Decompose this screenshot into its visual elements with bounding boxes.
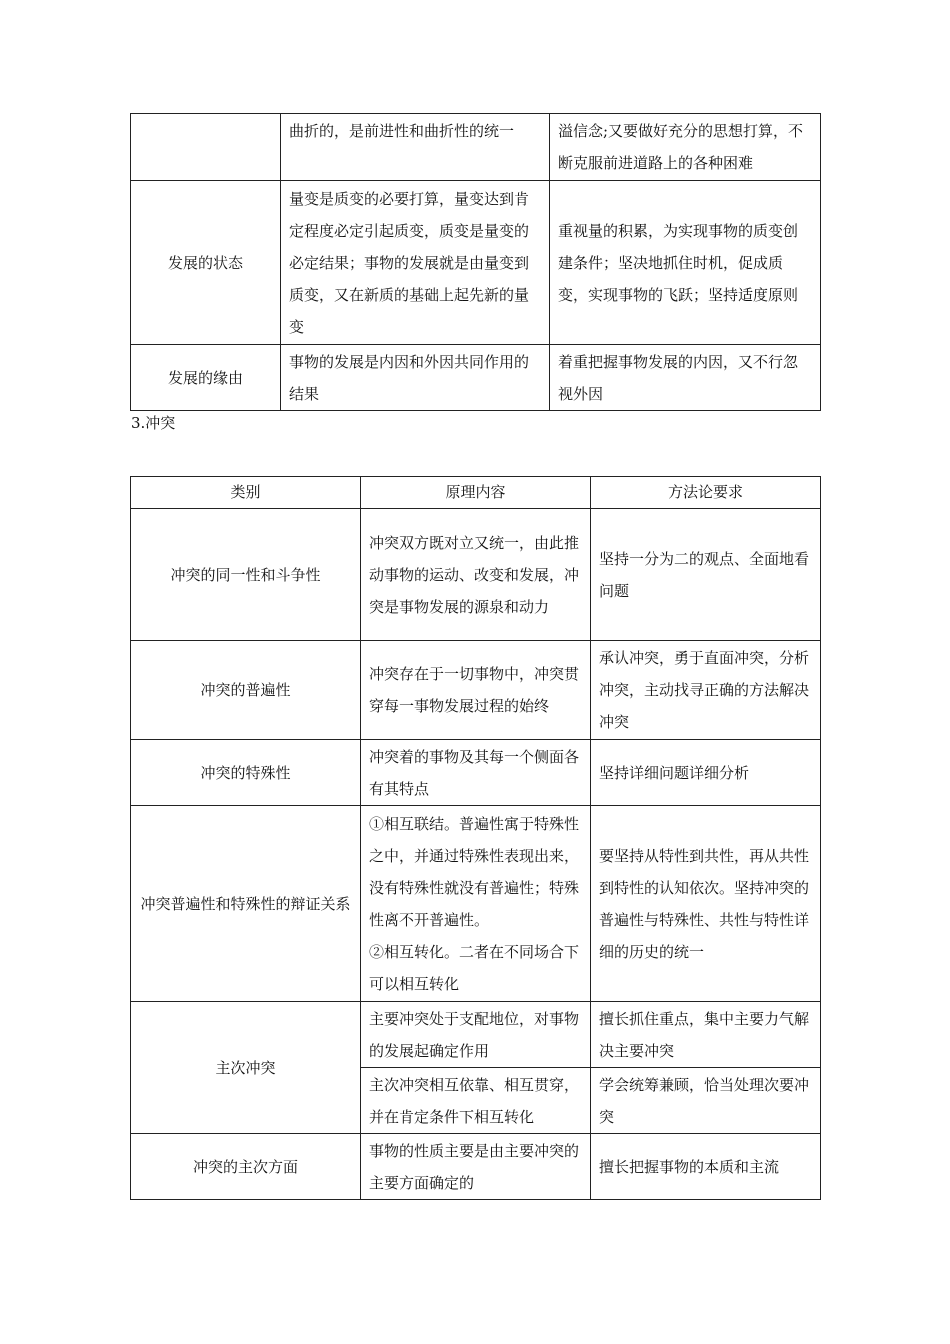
category-cell: 发展的状态 <box>131 181 281 345</box>
method-cell: 擅长抓住重点，集中主要力气解决主要冲突 <box>591 1002 821 1068</box>
table-row <box>131 114 821 181</box>
principle-cell: 主次冲突相互依靠、相互贯穿，并在肯定条件下相互转化 <box>361 1068 591 1134</box>
category-cell: 发展的缘由 <box>131 345 281 411</box>
category-cell: 冲突的同一性和斗争性 <box>131 509 361 641</box>
column-header: 类别 <box>131 477 361 509</box>
table-row <box>131 740 821 806</box>
category-cell: 冲突的特殊性 <box>131 740 361 806</box>
principle-cell: 事物的性质主要是由主要冲突的主要方面确定的 <box>361 1134 591 1200</box>
principle-cell: 冲突着的事物及其每一个侧面各有其特点 <box>361 740 591 806</box>
table-row <box>131 1002 821 1068</box>
principle-cell: 主要冲突处于支配地位，对事物的发展起确定作用 <box>361 1002 591 1068</box>
principle-point-1: ①相互联结。普遍性寓于特殊性之中，并通过特殊性表现出来，没有特殊性就没有普遍性；特殊性离不开普遍性。 <box>369 814 580 929</box>
category-cell: 主次冲突 <box>131 1002 361 1134</box>
section-heading: 3.冲突 <box>131 414 176 432</box>
table-row <box>131 641 821 740</box>
column-header: 方法论要求 <box>591 477 821 509</box>
method-cell: 坚持一分为二的观点、全面地看问题 <box>591 509 821 641</box>
method-cell: 重视量的积累，为实现事物的质变创建条件；坚决地抓住时机，促成质变，实现事物的飞跃；坚持适度原则 <box>550 181 821 345</box>
principle-cell: 曲折的，是前进性和曲折性的统一 <box>281 114 550 181</box>
table-row <box>131 509 821 641</box>
principle-cell: 冲突双方既对立又统一，由此推动事物的运动、改变和发展，冲突是事物发展的源泉和动力 <box>361 509 591 641</box>
method-cell: 坚持详细问题详细分析 <box>591 740 821 806</box>
principle-cell: 冲突存在于一切事物中，冲突贯穿每一事物发展过程的始终 <box>361 641 591 740</box>
table-row <box>131 806 821 1002</box>
table-row <box>131 345 821 411</box>
principle-point-2: ②相互转化。二者在不同场合下可以相互转化 <box>369 942 580 993</box>
contradiction-table <box>130 476 821 1200</box>
category-cell <box>131 114 281 181</box>
method-cell: 承认冲突，勇于直面冲突，分析冲突，主动找寻正确的方法解决冲突 <box>591 641 821 740</box>
method-cell: 溢信念;又要做好充分的思想打算，不断克服前进道路上的各种困难 <box>550 114 821 181</box>
method-cell: 学会统筹兼顾，恰当处理次要冲突 <box>591 1068 821 1134</box>
principle-cell: 事物的发展是内因和外因共同作用的结果 <box>281 345 550 411</box>
method-cell: 要坚持从特性到共性，再从共性到特性的认知依次。坚持冲突的普遍性与特殊性、共性与特性详细的历史的统一 <box>591 806 821 1002</box>
principle-cell: 量变是质变的必要打算，量变达到肯定程度必定引起质变，质变是量变的必定结果；事物的发展就是由量变到质变，又在新质的基础上起先新的量变 <box>281 181 550 345</box>
table-row <box>131 181 821 345</box>
table-header-row <box>131 477 821 509</box>
method-cell: 着重把握事物发展的内因，又不行忽视外因 <box>550 345 821 411</box>
column-header: 原理内容 <box>361 477 591 509</box>
category-cell: 冲突的普遍性 <box>131 641 361 740</box>
category-cell: 冲突的主次方面 <box>131 1134 361 1200</box>
table-row <box>131 1134 821 1200</box>
development-table <box>130 113 821 411</box>
method-cell: 擅长把握事物的本质和主流 <box>591 1134 821 1200</box>
principle-cell <box>361 806 591 1002</box>
category-cell: 冲突普遍性和特殊性的辩证关系 <box>131 806 361 1002</box>
